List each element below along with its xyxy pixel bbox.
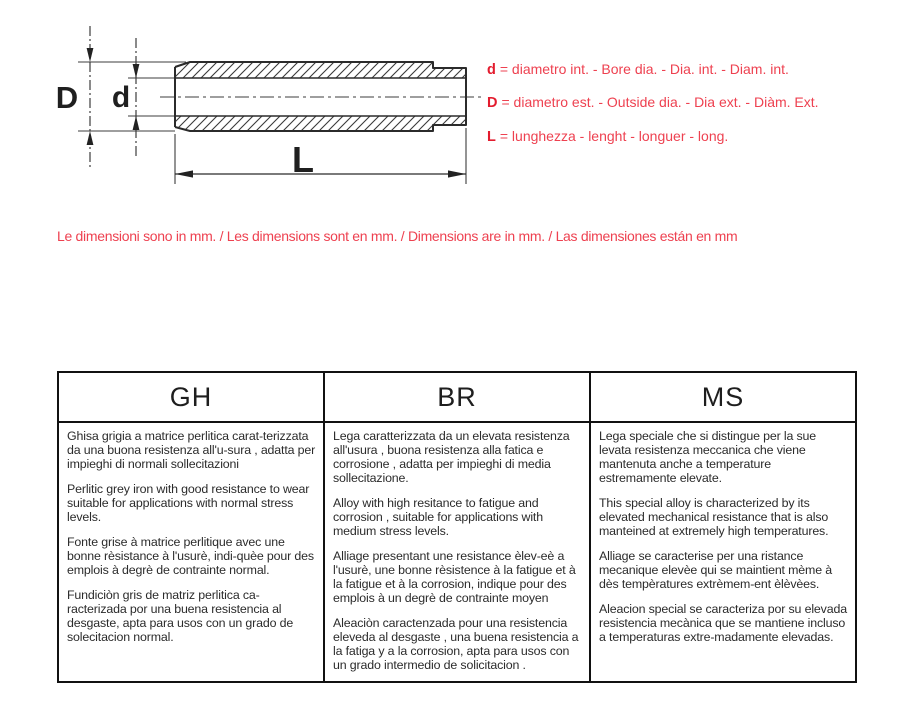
material-paragraph-italian: Lega speciale che si distingue per la sue levata resistenza meccanica che viene mantenuta anche a temperature estremamente elevate. [599, 429, 817, 486]
material-cell-gh [58, 422, 324, 682]
legend-text-L: = lunghezza - lenght - longuer - long. [499, 128, 729, 144]
material-paragraph-english: This special alloy is characterized by its elevated mechanical resistance that is also manteined at extremely high temperatures. [599, 496, 829, 539]
material-paragraph-spanish: Fundiciòn gris de matriz perlitica ca-racterizada por una buena resistencia al desgaste, apta para usos con un grado de solecitacion normal. [67, 588, 294, 645]
technical-drawing [0, 0, 500, 210]
units-note: Le dimensioni sono in mm. / Les dimensions sont en mm. / Dimensions are in mm. / Las dimensiones están en mm [57, 228, 738, 244]
material-paragraph-spanish: Aleaciòn caractenzada pour una resistencia eleveda al desgaste , una buena resistencia a la fatiga y a la corrosion, apta para usos con un grado intermedio de solicitacion . [333, 616, 579, 673]
material-paragraph-italian: Ghisa grigia a matrice perlitica carat-terizzata da una buona resistenza all'u-sura , adatta per impieghi di normali sollecitazioni [67, 429, 316, 472]
legend-item-bore-diameter [487, 61, 789, 78]
legend-text-D: = diametro est. - Outside dia. - Dia ext. - Diàm. Ext. [501, 94, 819, 110]
material-paragraph-french: Alliage se caracterise per una ristance mecanique elevèe qui se maintient mème à dès tempèratures extrèmem-ent èlèvèes. [599, 549, 832, 592]
material-paragraph-english: Perlitic grey iron with good resistance to wear suitable for applications with normal stress levels. [67, 482, 310, 525]
legend-symbol-D: D [487, 95, 498, 111]
bushing-section-drawing [0, 0, 500, 210]
dimension-label-bore-diameter: d [111, 81, 131, 114]
legend-item-length [487, 128, 728, 145]
legend-symbol-L: L [487, 129, 496, 145]
column-header-gh: GH [58, 372, 324, 422]
material-paragraph-english: Alloy with high resitance to fatigue and corrosion , suitable for applications with medium stress levels. [333, 496, 543, 539]
legend-text-d: = diametro int. - Bore dia. - Dia. int. - Diam. int. [499, 61, 789, 77]
legend-symbol-d: d [487, 62, 496, 78]
material-paragraph-french: Fonte grise à matrice perlitique avec une bonne rèsistance à l'usurè, indi-quèe pour des emplois à degrè de contrainte normal. [67, 535, 314, 578]
legend-item-outside-diameter [487, 94, 819, 111]
dimension-label-length: L [292, 139, 314, 180]
materials-body-row [58, 422, 856, 682]
bottom-wall-hatch [175, 116, 466, 131]
dimension-label-outer-diameter: D [55, 80, 79, 115]
material-paragraph-french: Alliage presentant une resistance èlev-eè a l'usurè, une bonne rèsistence à la fatigue et à la fatigue et à la corrosion, indique pour des emplois à un degrè de contrainte moyen [333, 549, 576, 606]
column-header-br: BR [324, 372, 590, 422]
top-wall-hatch [175, 62, 466, 78]
material-cell-br [324, 422, 590, 682]
materials-header-row [58, 372, 856, 422]
material-paragraph-italian: Lega caratterizzata da un elevata resistenza all'usura , buona resistenza alla fatica e corrosione , adatta per impieghi di media sollecitazione. [333, 429, 570, 486]
materials-table [57, 371, 857, 683]
material-cell-ms [590, 422, 856, 682]
column-header-ms: MS [590, 372, 856, 422]
material-paragraph-spanish: Aleacion special se caracteriza por su elevada resistencia mecànica que se mantiene incluso a temperaturas extre-madamente elevadas. [599, 602, 847, 645]
